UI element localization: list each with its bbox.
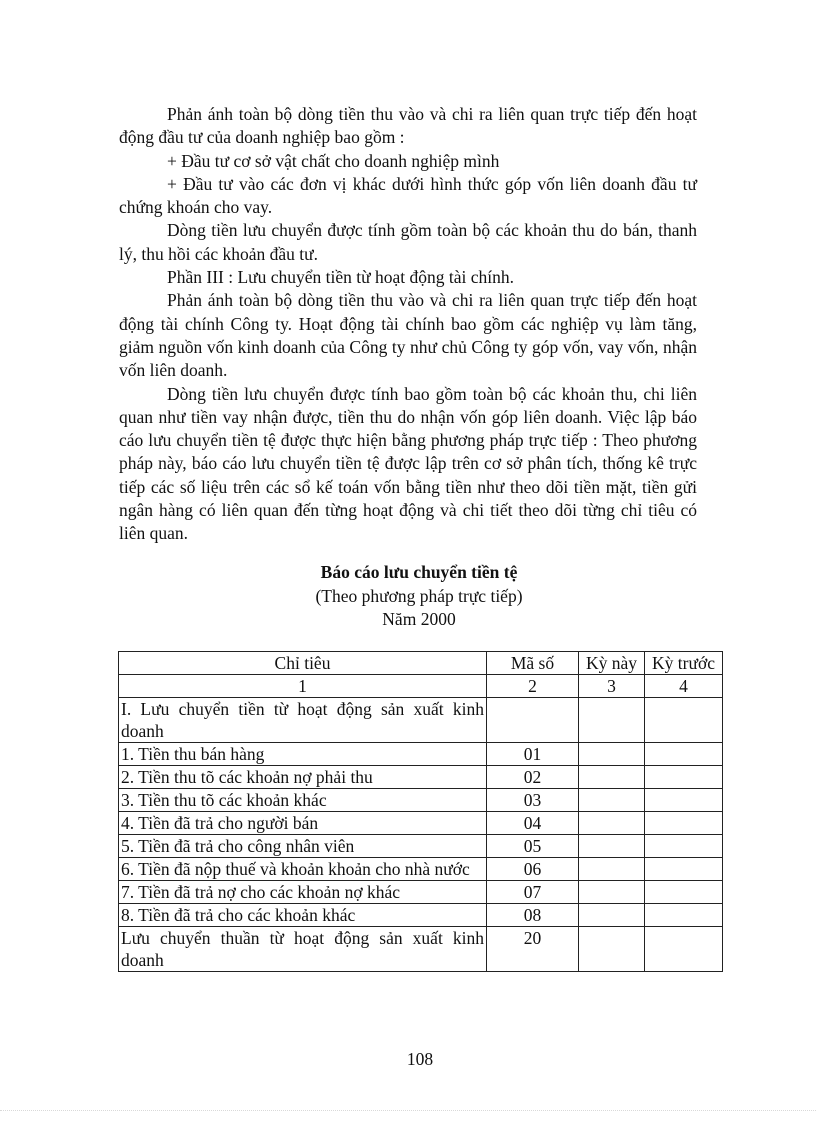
- row-code: 01: [487, 743, 579, 766]
- row-label: 5. Tiền đã trả cho công nhân viên: [119, 835, 487, 858]
- report-title-block: [119, 561, 719, 632]
- section-heading-part-3: Phần III : Lưu chuyển tiền từ hoạt động tài chính.: [167, 267, 515, 288]
- row-label: 1. Tiền thu bán hàng: [119, 743, 487, 766]
- row-label: 8. Tiền đã trả cho các khoản khác: [119, 904, 487, 927]
- col-number-1: 1: [119, 675, 487, 698]
- row-previous-period: [645, 904, 723, 927]
- row-previous-period: [645, 927, 723, 972]
- col-number-3: 3: [579, 675, 645, 698]
- header-indicator: Chỉ tiêu: [119, 652, 487, 675]
- col-number-2: 2: [487, 675, 579, 698]
- table-row: [119, 812, 723, 835]
- row-previous-period: [645, 789, 723, 812]
- table-row: [119, 927, 723, 972]
- paragraph-investing-flow: Dòng tiền lưu chuyển được tính gồm toàn bộ các khoản thu do bán, thanh lý, thu hồi các khoản đầu tư.: [119, 220, 697, 264]
- row-label: 6. Tiền đã nộp thuế và khoản khoản cho nhà nước: [119, 858, 487, 881]
- row-current-period: [579, 927, 645, 972]
- row-previous-period: [645, 743, 723, 766]
- row-current-period: [579, 698, 645, 743]
- paragraph-bullet-facilities: + Đầu tư cơ sở vật chất cho doanh nghiệp mình: [167, 150, 500, 171]
- row-code: 20: [487, 927, 579, 972]
- header-code: Mã số: [487, 652, 579, 675]
- paragraph-financing-flow: Dòng tiền lưu chuyển được tính bao gồm toàn bộ các khoản thu, chi liên quan như tiền vay nhận được, tiền thu do nhận vốn góp liên doanh. Việc lập báo cáo lưu chuyển tiền tệ được thực hiện bằng phương pháp trực tiếp : Theo phương pháp này, báo cáo lưu chuyển tiền tệ được lập trên cơ sở phân tích, thống kê trực tiếp các số liệu trên các sổ kế toán vốn bằng tiền như theo dõi tiền mặt, tiền gửi ngân hàng có liên quan đến từng hoạt động và chi tiết theo dõi từng chỉ tiêu có liên quan.: [119, 383, 697, 544]
- row-current-period: [579, 858, 645, 881]
- row-code: 03: [487, 789, 579, 812]
- row-label: Lưu chuyển thuần từ hoạt động sản xuất kinh doanh: [119, 927, 487, 972]
- row-label: 4. Tiền đã trả cho người bán: [119, 812, 487, 835]
- paragraph-investing-intro: Phản ánh toàn bộ dòng tiền thu vào và chi ra liên quan trực tiếp đến hoạt động đầu tư của doanh nghiệp bao gồm :: [119, 104, 697, 148]
- body-text: [119, 103, 697, 546]
- row-current-period: [579, 766, 645, 789]
- row-code: 05: [487, 835, 579, 858]
- row-code: [487, 698, 579, 743]
- row-current-period: [579, 789, 645, 812]
- page-number: 108: [406, 1049, 434, 1069]
- row-label: 2. Tiền thu tõ các khoản nợ phải thu: [119, 766, 487, 789]
- table-row: [119, 835, 723, 858]
- table-row: [119, 881, 723, 904]
- row-previous-period: [645, 698, 723, 743]
- page-bottom-divider: [0, 1110, 816, 1111]
- row-previous-period: [645, 766, 723, 789]
- row-current-period: [579, 881, 645, 904]
- table-row: [119, 766, 723, 789]
- row-current-period: [579, 835, 645, 858]
- table-header-row: [119, 652, 723, 675]
- table-row: [119, 789, 723, 812]
- paragraph-financing-intro: Phản ánh toàn bộ dòng tiền thu vào và chi ra liên quan trực tiếp đến hoạt động tài chính Công ty. Hoạt động tài chính bao gồm các nghiệp vụ làm tăng, giảm nguồn vốn kinh doanh của Công ty như chủ Công ty góp vốn, vay vốn, nhận vốn liên doanh.: [119, 290, 697, 381]
- report-subtitle: (Theo phương pháp trực tiếp): [315, 585, 523, 606]
- row-current-period: [579, 904, 645, 927]
- row-label: I. Lưu chuyển tiền từ hoạt động sản xuất kinh doanh: [119, 698, 487, 743]
- paragraph-bullet-investment: + Đầu tư vào các đơn vị khác dưới hình thức góp vốn liên doanh đầu tư chứng khoán cho vay.: [119, 173, 697, 218]
- table-row: [119, 858, 723, 881]
- row-code: 04: [487, 812, 579, 835]
- row-code: 06: [487, 858, 579, 881]
- table-column-number-row: [119, 675, 723, 698]
- cash-flow-table: [118, 651, 723, 972]
- row-code: 02: [487, 766, 579, 789]
- table-row: [119, 743, 723, 766]
- row-label: 3. Tiền thu tõ các khoản khác: [119, 789, 487, 812]
- row-current-period: [579, 812, 645, 835]
- row-current-period: [579, 743, 645, 766]
- table-row: [119, 904, 723, 927]
- report-year: Năm 2000: [382, 609, 456, 629]
- row-previous-period: [645, 881, 723, 904]
- row-previous-period: [645, 858, 723, 881]
- col-number-4: 4: [645, 675, 723, 698]
- report-title: Báo cáo lưu chuyển tiền tệ: [320, 562, 518, 582]
- row-label: 7. Tiền đã trả nợ cho các khoản nợ khác: [119, 881, 487, 904]
- table-row: [119, 698, 723, 743]
- row-previous-period: [645, 812, 723, 835]
- row-code: 08: [487, 904, 579, 927]
- header-current-period: Kỳ này: [579, 652, 645, 675]
- row-code: 07: [487, 881, 579, 904]
- row-previous-period: [645, 835, 723, 858]
- header-previous-period: Kỳ trước: [645, 652, 723, 675]
